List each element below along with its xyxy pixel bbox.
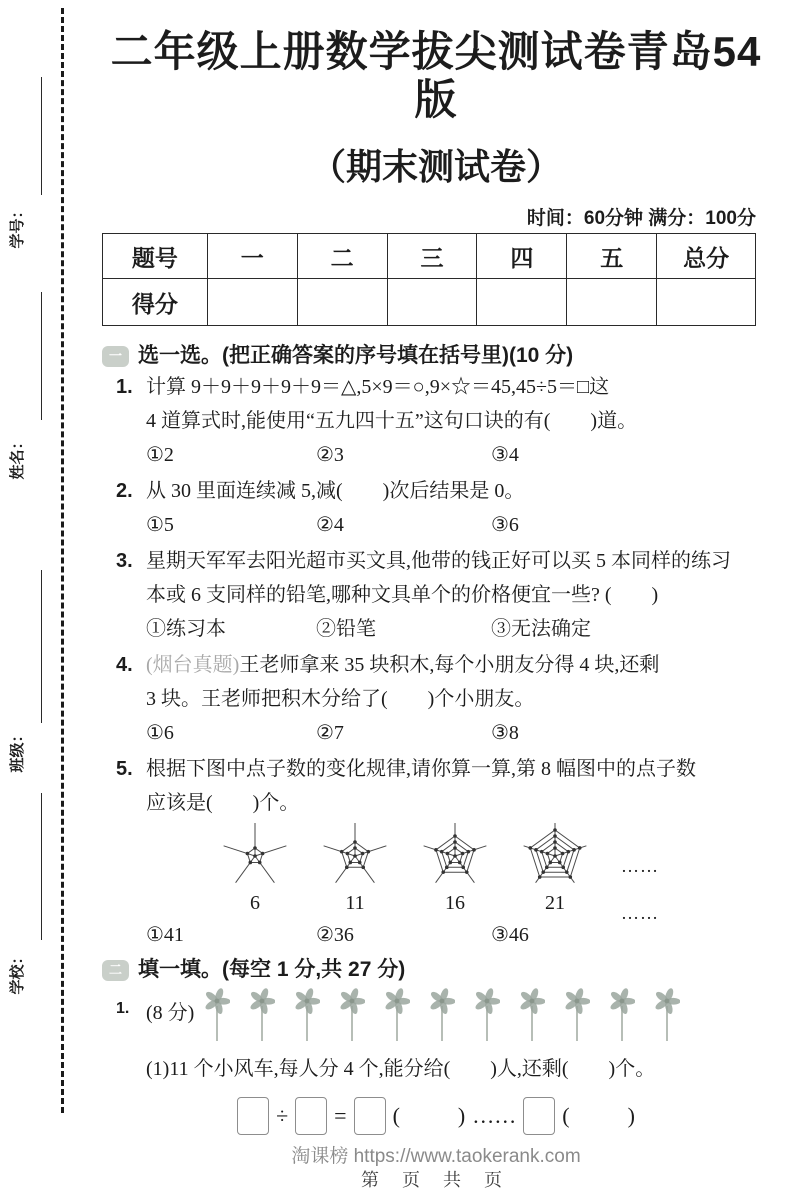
student-id-label: 学号： [10,203,26,249]
question-4 [100,648,772,750]
pinwheel-icon [384,988,410,1046]
option-1: ①练习本 [146,618,226,640]
question-1-options [146,438,772,472]
question-4-source-tag: (烟台真题) [146,654,240,676]
remainder-blank-box [523,1097,555,1135]
question-1-line-2: 4 道算式时,能使用“五九四十五”这句口诀的有( )道。 [146,410,638,432]
option-2: ②3 [316,444,344,466]
score-table-col-4: 四 [477,234,567,279]
dot-figure [505,822,605,914]
question-3-line-1: 星期天军军去阳光超市买文具,他带的钱正好可以买 5 本同样的练习 [146,550,731,572]
unit-paren-open: ( [392,1103,400,1128]
option-2: ②4 [316,514,344,536]
pinwheel-icon [474,988,500,1046]
dot-figures [205,822,605,914]
dot-figure-count: 6 [250,892,260,914]
section-2-question-1 [100,986,772,1052]
unit-paren-close: ) [457,1103,466,1128]
time-score-meta: 时间：60分钟 满分：100分 [526,208,756,229]
school-writing-line [41,793,42,940]
pinwheel-icon [204,988,230,1046]
question-4-options [146,716,772,750]
pinwheel-icon [609,988,635,1046]
pinwheel-row [204,988,680,1046]
ellipsis-bottom: …… [621,903,659,923]
dot-figure [205,822,305,914]
question-5-line-1: 根据下图中点子数的变化规律,请你算一算,第 8 幅图中的点子数 [146,758,696,780]
paper-title: 二年级上册数学拔尖测试卷青岛54版 [110,28,762,123]
test-paper [100,0,772,1191]
fold-dashed-line [61,8,64,1113]
student-id-writing-line [41,77,42,195]
pinwheel-icon [294,988,320,1046]
option-3: ③46 [491,924,529,946]
question-2-number: 2. [116,480,133,502]
divisor-blank-box [295,1097,327,1135]
option-1: ①2 [146,444,174,466]
score-table [102,233,756,326]
question-5-options [146,918,772,952]
score-row-label: 得分 [103,279,208,326]
student-name-label: 姓名： [10,434,26,480]
option-3: ③4 [491,444,519,466]
dividend-blank-box [237,1097,269,1135]
score-table-col-total: 总分 [657,234,756,279]
score-table-col-3: 三 [387,234,477,279]
question-1 [100,370,772,472]
paper-subtitle: （期末测试卷） [309,146,562,187]
question-3 [100,544,772,646]
divide-sign: ÷ [276,1103,289,1128]
diagram-ellipsis [605,822,675,924]
watermark-site-link: 淘课榜 https://www.taokerank.com [291,1146,581,1167]
option-3: ③8 [491,722,519,744]
pinwheel-icon [429,988,455,1046]
pinwheel-icon [654,988,680,1046]
score-cell-empty [297,279,387,326]
question-4-line-2: 3 块。王老师把积木分给了( )个小朋友。 [146,688,535,710]
division-equation-blanks [100,1094,772,1138]
question-5-options-row [100,918,772,952]
section-2-heading: 填一填。(每空 1 分,共 27 分) [138,958,406,981]
dot-figure-count: 16 [445,892,465,914]
dot-figure [405,822,505,914]
option-3: ③6 [491,514,519,536]
option-1: ①6 [146,722,174,744]
option-1: ①41 [146,924,184,946]
score-table-col-2: 二 [297,234,387,279]
question-4-line-1 [146,648,772,682]
question-1-number: 1. [116,376,133,398]
question-2-line-1: 从 30 里面连续减 5,减( )次后结果是 0。 [146,480,525,502]
question-1-line-1: 计算 9＋9＋9＋9＋9＝△,5×9＝○,9×☆＝45,45÷5＝□这 [146,376,610,398]
score-cell-empty [477,279,567,326]
score-table-header-label: 题号 [103,234,208,279]
page-footer [100,1146,772,1191]
score-table-col-5: 五 [567,234,657,279]
option-3: ③无法确定 [491,618,591,640]
pinwheel-icon [519,988,545,1046]
school-label: 学校： [10,949,26,995]
option-1: ①5 [146,514,174,536]
pinwheel-icon [249,988,275,1046]
pinwheel-icon [564,988,590,1046]
option-2: ②7 [316,722,344,744]
score-cell-empty [207,279,297,326]
class-writing-line [41,570,42,723]
score-cell-empty [567,279,657,326]
question-5-line-2: 应该是( )个。 [146,792,300,814]
remainder-dots: …… [472,1103,517,1128]
student-name-writing-line [41,292,42,420]
option-2: ②36 [316,924,354,946]
dot-pattern-diagram [205,822,772,923]
question-2-options [146,508,772,542]
section-2-badge-icon: 二 [102,960,129,981]
question-4-text: 王老师拿来 35 块积木,每个小朋友分得 4 块,还剩 [239,654,660,676]
question-points: (8 分) [146,1002,195,1024]
remainder-paren-open: ( [562,1103,570,1128]
option-2: ②铅笔 [316,618,376,640]
dot-figure-count: 21 [545,892,565,914]
dot-figure-count: 11 [345,892,365,914]
question-5 [100,752,772,820]
section-1-heading: 选一选。(把正确答案的序号填在括号里)(10 分) [138,344,574,367]
quotient-blank-box [354,1097,386,1135]
pinwheel-icon [339,988,365,1046]
question-3-options [146,612,772,646]
score-cell-empty [387,279,477,326]
page-number-label: 第 页 共 页 [360,1170,511,1190]
pinwheel-line [146,986,772,1046]
question-4-number: 4. [116,654,133,676]
score-table-col-1: 一 [207,234,297,279]
equals-sign: = [334,1103,347,1128]
section-2-header [102,958,772,982]
question-3-line-2: 本或 6 支同样的铅笔,哪种文具单个的价格便宜一些? ( ) [146,584,659,606]
question-3-number: 3. [116,550,133,572]
question-2 [100,474,772,542]
section-1-header [102,344,772,368]
ellipsis-top: …… [621,856,659,876]
section-1-badge-icon: 一 [102,346,129,367]
remainder-paren-close: ) [627,1103,635,1128]
question-number: 1. [116,1000,130,1017]
dot-figure [305,822,405,914]
score-cell-empty [657,279,756,326]
question-5-number: 5. [116,758,133,780]
sub-question-1: (1)11 个小风车,每人分 4 个,能分给( )人,还剩( )个。 [146,1058,656,1080]
class-label: 班级： [10,727,26,773]
